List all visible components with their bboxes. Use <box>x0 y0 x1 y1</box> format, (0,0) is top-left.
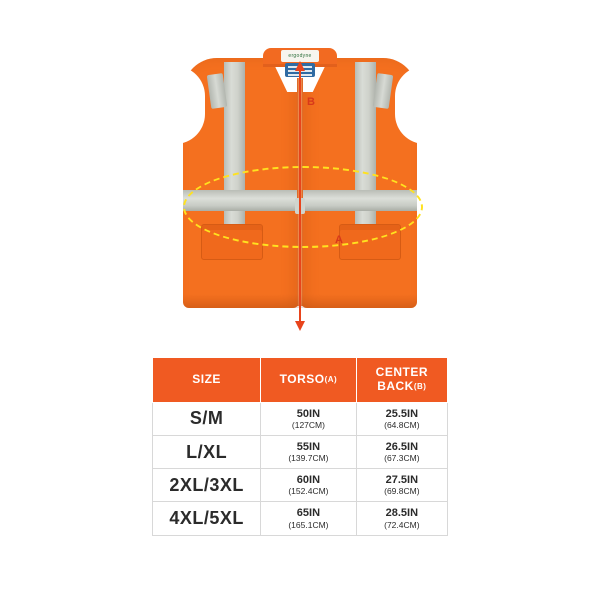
header-center-back <box>356 358 447 403</box>
cell-center-back <box>356 502 447 535</box>
cell-torso-in: 55IN <box>296 440 321 453</box>
table-row <box>153 502 448 535</box>
torso-marker-label: A <box>335 234 343 246</box>
cell-back-in: 28.5IN <box>385 507 419 520</box>
header-torso-marker: (A) <box>324 375 338 385</box>
cell-back-cm: (64.8CM) <box>384 419 420 430</box>
cell-size: S/M <box>153 402 261 435</box>
table-row <box>153 435 448 468</box>
cell-back-cm: (69.8CM) <box>384 486 420 497</box>
safety-vest-illustration <box>165 48 435 333</box>
cell-back-in: 25.5IN <box>385 407 419 420</box>
cell-back-in: 27.5IN <box>385 474 419 487</box>
cell-torso <box>261 502 356 535</box>
cell-torso-in: 50IN <box>296 407 321 420</box>
torso-measurement-ellipse <box>183 166 423 248</box>
cell-center-back <box>356 435 447 468</box>
header-center-back-line2: BACK <box>377 378 414 393</box>
cell-center-back <box>356 469 447 502</box>
cell-torso <box>261 402 356 435</box>
cell-torso <box>261 469 356 502</box>
cell-size: 4XL/5XL <box>153 502 261 535</box>
cell-size: 2XL/3XL <box>153 469 261 502</box>
header-center-back-marker: (B) <box>413 382 427 392</box>
table-header-row <box>153 358 448 403</box>
center-back-measurement-arrow <box>299 70 301 322</box>
size-chart-table <box>152 357 448 536</box>
header-size: SIZE <box>153 358 261 403</box>
table-row <box>153 402 448 435</box>
center-back-marker-label: B <box>307 96 315 108</box>
cell-back-cm: (67.3CM) <box>384 452 420 463</box>
cell-back-in: 26.5IN <box>385 440 419 453</box>
cell-torso-in: 65IN <box>296 507 321 520</box>
header-center-back-line1: CENTER <box>375 365 428 379</box>
cell-torso-cm: (165.1CM) <box>288 519 329 530</box>
cell-torso-cm: (127CM) <box>291 419 325 430</box>
cell-torso-cm: (152.4CM) <box>288 486 329 497</box>
brand-tag: ergodyne <box>281 50 319 62</box>
cell-torso <box>261 435 356 468</box>
cell-torso-in: 60IN <box>296 474 321 487</box>
header-torso <box>261 358 356 403</box>
cell-back-cm: (72.4CM) <box>384 519 420 530</box>
cell-size: L/XL <box>153 435 261 468</box>
header-torso-text: TORSO <box>279 371 325 386</box>
table-row <box>153 469 448 502</box>
cell-torso-cm: (139.7CM) <box>288 452 329 463</box>
cell-center-back <box>356 402 447 435</box>
